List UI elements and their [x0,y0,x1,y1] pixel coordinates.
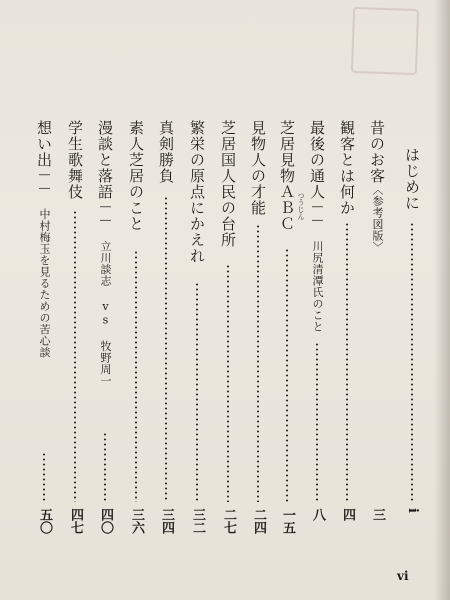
toc-entry-title-main: 想い出 [35,120,53,168]
toc-entry-title: 繁栄の原点にかえれ [188,120,206,264]
toc-entry-page: 三二 [190,508,205,534]
leader-dots [104,432,106,502]
toc-entry-page: 四〇 [98,508,113,534]
toc-entry [270,0,304,600]
toc-entry [297,0,334,600]
toc-entry-title: 観客とは何か [338,120,356,216]
toc-entry-title [88,120,122,387]
toc-entry-title: 素人芝居のこと [127,120,145,232]
toc-entry-title: はじめに [403,147,421,211]
toc-entry-title-main: 漫談と落語 [96,120,114,200]
toc-entry-page: 二四 [251,508,266,534]
leader-dots [411,222,413,502]
toc-entry-title [27,120,61,358]
leader-dots [257,224,259,502]
toc-entry-page: i [405,508,420,513]
toc-entry [241,0,275,600]
toc-entry-page: 四七 [68,508,83,534]
toc-entry-subtitle: ―― 川尻清潭氏のこと [311,200,324,333]
toc-entry [119,0,153,600]
leader-dots [43,452,45,502]
leader-dots [74,210,76,502]
leader-dots [346,222,348,502]
leader-dots [286,248,288,502]
toc-entry-page: 四 [340,508,355,521]
toc-entry-page: 三四 [159,508,174,534]
toc-entry-title: 真剣勝負 [157,120,175,184]
toc-entry [395,0,429,600]
toc-entry-page: 八 [310,508,325,521]
toc-entry-subtitle: 〈参考図版〉 [371,184,384,253]
toc-entry-title [360,120,394,253]
toc-entry [330,0,364,600]
leader-dots [316,342,318,502]
toc-entry-title-main: 最後の通人 [308,120,326,200]
toc-entry [360,0,394,600]
toc-entry-page: 一五 [280,508,295,534]
toc-entry-title: 見物人の才能 [249,120,267,216]
leader-dots [196,282,198,502]
ruby-reading: つうじん [297,192,305,220]
toc-entry-page: 三六 [129,508,144,534]
toc-entry-title: 学生歌舞伎 [66,120,84,200]
toc-entry [149,0,183,600]
toc-entry-page: 三 [370,508,385,521]
leader-dots [165,196,167,502]
toc-entry-page: 五〇 [37,508,52,534]
toc-entry [88,0,122,600]
leader-dots [135,250,137,502]
toc-entry-title: 芝居見物ＡＢＣ [278,120,296,232]
toc-entry-title [300,120,334,333]
toc-entry-title-main: 昔のお客 [368,120,386,184]
toc-entry [58,0,92,600]
toc-entry-title: 芝居国人民の台所 [219,120,237,248]
toc-entry [180,0,214,600]
toc-entry-subtitle: ―― 中村梅玉を見るための苦心談 [38,168,51,358]
toc-entry [211,0,245,600]
toc-entry-subtitle: ―― 立川談志 vs 牧野周一 [99,200,112,387]
toc-entry-page: 二七 [221,508,236,534]
page-number: vi [397,569,409,583]
toc-entry [27,0,61,600]
leader-dots [227,264,229,502]
